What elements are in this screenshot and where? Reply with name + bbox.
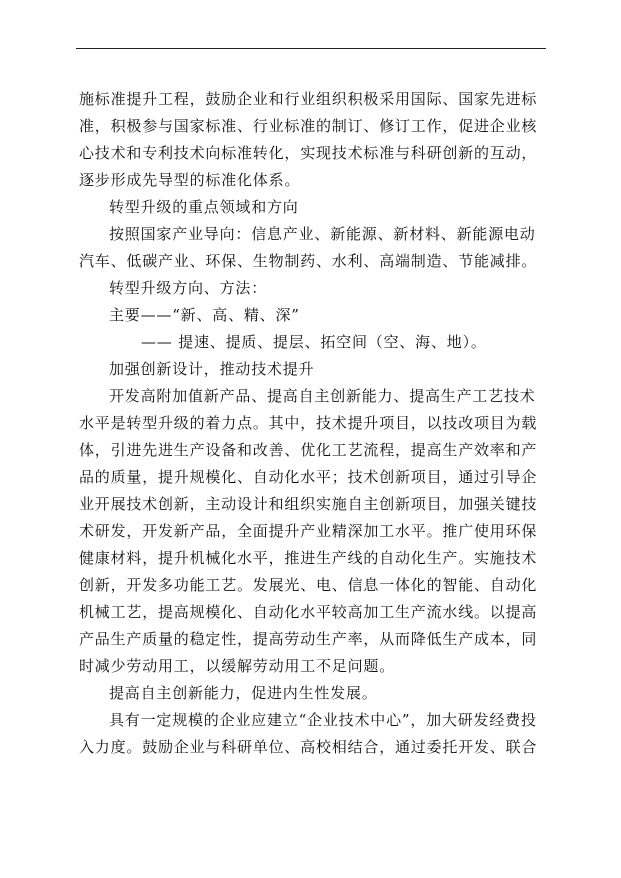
section-heading: 提高自主创新能力，促进内生性发展。	[109, 684, 378, 702]
text-line: 汽车、低碳产业、环保、生物制药、水利、高端制造、节能减排。	[79, 252, 538, 270]
section-heading: 转型升级的重点领域和方向	[109, 198, 299, 216]
text-line: 体，引进先进生产设备和改善、优化工艺流程，提高生产效率和产	[79, 441, 538, 459]
text-line: 术研发，开发新产品，全面提升产业精深加工水平。推广使用环保	[79, 522, 538, 540]
header-rule	[76, 48, 546, 49]
text-line: 入力度。鼓励企业与科研单位、高校相结合，通过委托开发、联合	[79, 738, 538, 756]
text-line: 按照国家产业导向：信息产业、新能源、新材料、新能源电动	[109, 225, 536, 243]
text-line: 创新，开发多功能工艺。发展光、电、信息一体化的智能、自动化	[79, 576, 538, 594]
text-line: 主要——“新、高、精、深”	[109, 306, 300, 324]
text-line: 准，积极参与国家标准、行业标准的制订、修订工作，促进企业核	[79, 117, 538, 135]
section-heading: 转型升级方向、方法：	[109, 279, 268, 297]
text-line: —— 提速、提质、提层、拓空间（空、海、地）。	[141, 333, 487, 351]
text-line: 品的质量，提升规模化、自动化水平；技术创新项目，通过引导企	[79, 468, 538, 486]
text-line: 健康材料，提升机械化水平，推进生产线的自动化生产。实施技术	[79, 549, 538, 567]
text-line: 业开展技术创新，主动设计和组织实施自主创新项目，加强关键技	[79, 495, 538, 513]
text-line: 心技术和专利技术向标准转化，实现技术标准与科研创新的互动，	[79, 144, 538, 162]
text-line: 施标准提升工程，鼓励企业和行业组织积极采用国际、国家先进标	[79, 90, 538, 108]
text-line: 时减少劳动用工，以缓解劳动用工不足问题。	[79, 657, 396, 675]
body-text	[79, 86, 537, 761]
text-line: 具有一定规模的企业应建立“企业技术中心”，加大研发经费投	[109, 711, 537, 729]
text-line: 逐步形成先导型的标准化体系。	[79, 171, 301, 189]
text-line: 开发高附加值新产品、提高自主创新能力、提高生产工艺技术	[109, 387, 536, 405]
section-heading: 加强创新设计，推动技术提升	[109, 360, 315, 378]
text-line: 水平是转型升级的着力点。其中，技术提升项目，以技改项目为载	[79, 414, 538, 432]
text-line: 产品生产质量的稳定性，提高劳动生产率，从而降低生产成本，同	[79, 630, 538, 648]
text-line: 机械工艺，提高规模化、自动化水平较高加工生产流水线。以提高	[79, 603, 538, 621]
